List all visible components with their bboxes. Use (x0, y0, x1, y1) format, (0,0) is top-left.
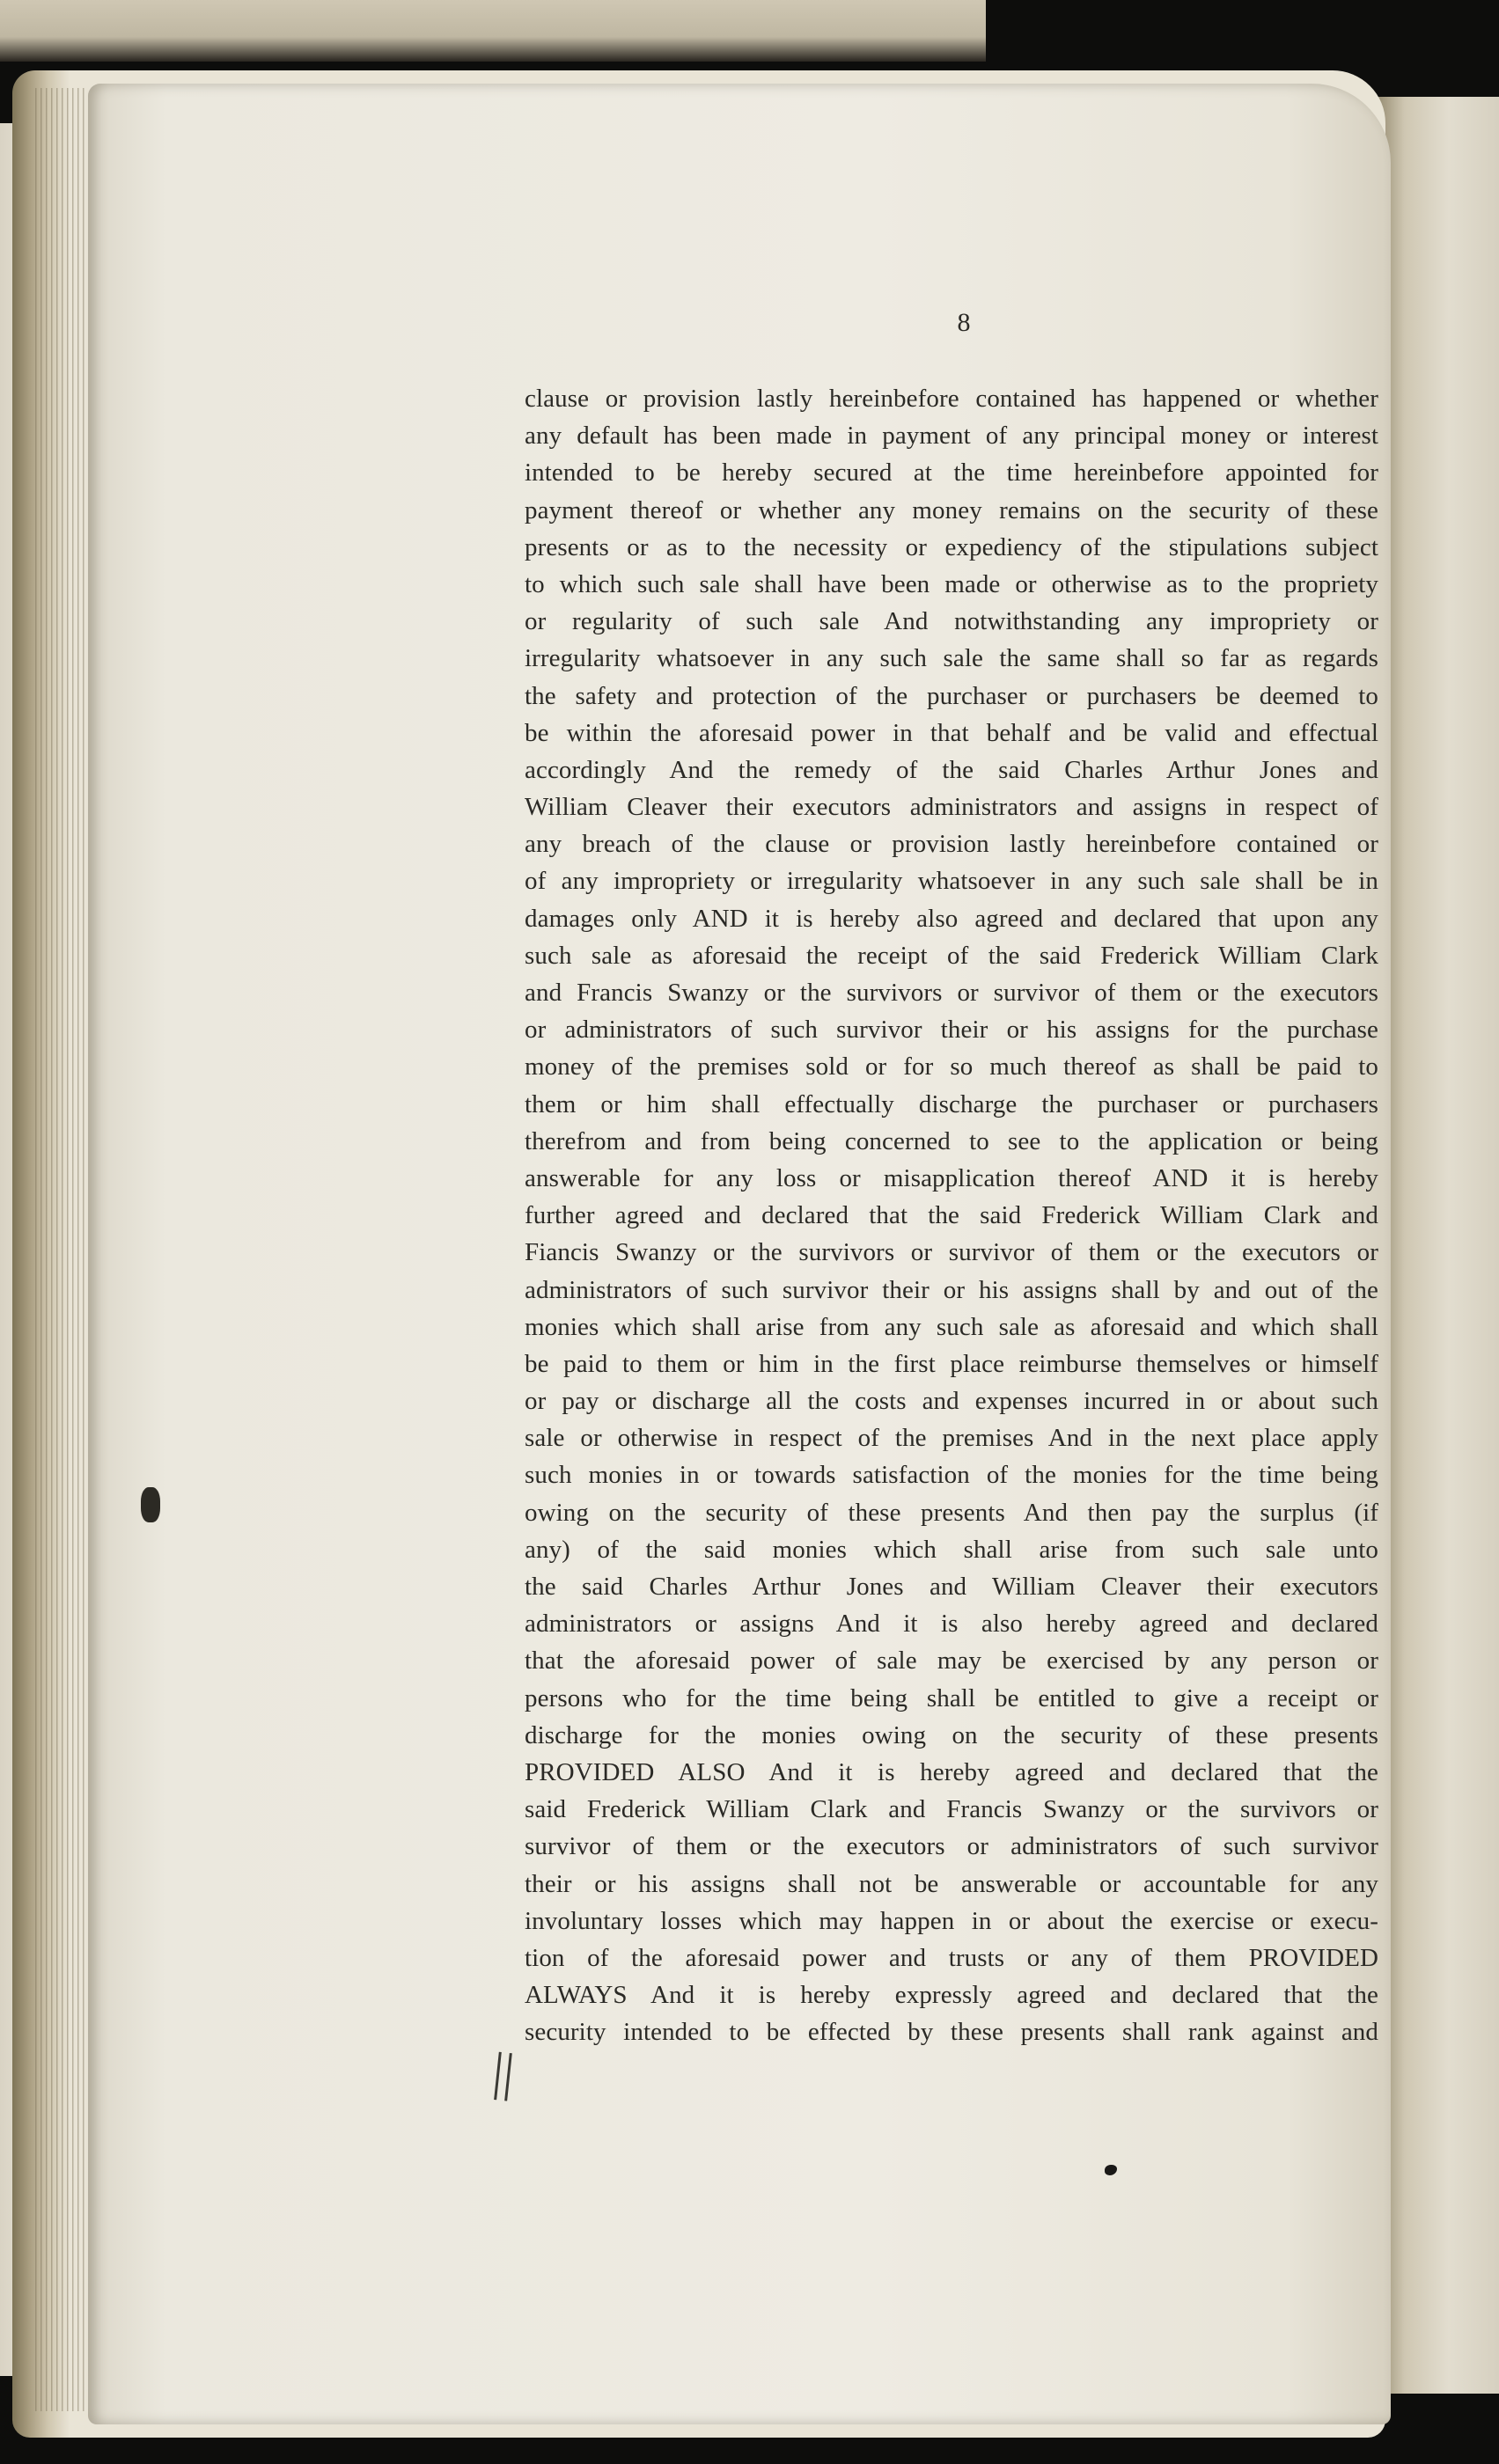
text-line: sale or otherwise in respect of the premises And in the next place apply (525, 1424, 1378, 1453)
page-edges (35, 88, 88, 2411)
body-text (525, 380, 1378, 2050)
text-line: of any impropriety or irregularity whatsoever in any such sale shall be in (525, 867, 1378, 896)
text-line: and Francis Swanzy or the survivors or survivor of them or the executors (525, 979, 1378, 1007)
text-line: the safety and protection of the purchaser or purchasers be deemed to (525, 681, 1378, 710)
text-line: such sale as aforesaid the receipt of the said Frederick William Clark (525, 941, 1378, 970)
text-line: any) of the said monies which shall arise from such sale unto (525, 1535, 1378, 1564)
text-line: persons who for the time being shall be entitled to give a receipt or (525, 1683, 1378, 1712)
page-number: 8 (957, 308, 971, 337)
text-line: therefrom and from being concerned to see to the application or being (525, 1126, 1378, 1155)
text-line: or pay or discharge all the costs and expenses incurred in or about such (525, 1387, 1378, 1416)
text-line: payment thereof or whether any money remains on the security of these (525, 495, 1378, 524)
text-line: any default has been made in payment of any principal money or interest (525, 422, 1378, 451)
text-line: damages only AND it is hereby also agreed and declared that upon any (525, 904, 1378, 933)
text-line: money of the premises sold or for so much thereof as shall be paid to (525, 1052, 1378, 1082)
handwritten-margin-mark: || (489, 2041, 518, 2102)
text-line: owing on the security of these presents And then pay the surplus (if (525, 1498, 1378, 1527)
text-line: intended to be hereby secured at the time hereinbefore appointed for (525, 458, 1378, 488)
facing-page-right (1373, 97, 1499, 2394)
text-line: accordingly And the remedy of the said Charles Arthur Jones and (525, 755, 1378, 784)
text-line: PROVIDED ALSO And it is hereby agreed and declared that the (525, 1757, 1378, 1786)
text-line: or administrators of such survivor their or his assigns for the purchase (525, 1016, 1378, 1045)
text-line: monies which shall arise from any such sale as aforesaid and which shall (525, 1312, 1378, 1341)
text-line: said Frederick William Clark and Francis Swanzy or the survivors or (525, 1795, 1378, 1824)
text-line: involuntary losses which may happen in or about the exercise or execu- (525, 1906, 1378, 1935)
text-line: Fiancis Swanzy or the survivors or survivor of them or the executors or (525, 1238, 1378, 1267)
text-line: further agreed and declared that the said Frederick William Clark and (525, 1201, 1378, 1230)
text-line: tion of the aforesaid power and trusts or any of them PROVIDED (525, 1943, 1378, 1972)
text-line: or regularity of such sale And notwithstanding any impropriety or (525, 607, 1378, 636)
text-line: presents or as to the necessity or expediency of the stipulations subject (525, 532, 1378, 561)
text-line: such monies in or towards satisfaction of the monies for the time being (525, 1461, 1378, 1490)
text-line: their or his assigns shall not be answerable or accountable for any (525, 1869, 1378, 1898)
text-line: any breach of the clause or provision lastly hereinbefore contained or (525, 830, 1378, 859)
text-line: be within the aforesaid power in that behalf and be valid and effectual (525, 718, 1378, 747)
text-line: that the aforesaid power of sale may be exercised by any person or (525, 1646, 1378, 1676)
text-line: William Cleaver their executors administrators and assigns in respect of (525, 793, 1378, 822)
text-line: answerable for any loss or misapplication thereof AND it is hereby (525, 1163, 1378, 1192)
text-line: security intended to be effected by these presents shall rank against and (525, 2018, 1378, 2047)
binding-hole (141, 1487, 160, 1522)
text-line: administrators or assigns And it is also hereby agreed and declared (525, 1610, 1378, 1639)
text-line: clause or provision lastly hereinbefore contained has happened or whether (525, 385, 1378, 413)
text-line: administrators of such survivor their or his assigns shall by and out of the (525, 1275, 1378, 1304)
text-line: the said Charles Arthur Jones and William Cleaver their executors (525, 1573, 1378, 1601)
text-line: them or him shall effectually discharge the purchaser or purchasers (525, 1089, 1378, 1118)
text-line: be paid to them or him in the first place reimburse themselves or himself (525, 1349, 1378, 1378)
text-line: survivor of them or the executors or administrators of such survivor (525, 1832, 1378, 1861)
text-line: irregularity whatsoever in any such sale the same shall so far as regards (525, 644, 1378, 673)
text-line: to which such sale shall have been made or otherwise as to the propriety (525, 569, 1378, 598)
text-line: ALWAYS And it is hereby expressly agreed and declared that the (525, 1981, 1378, 2010)
underlying-page-edge (0, 0, 986, 62)
text-line: discharge for the monies owing on the security of these presents (525, 1720, 1378, 1749)
